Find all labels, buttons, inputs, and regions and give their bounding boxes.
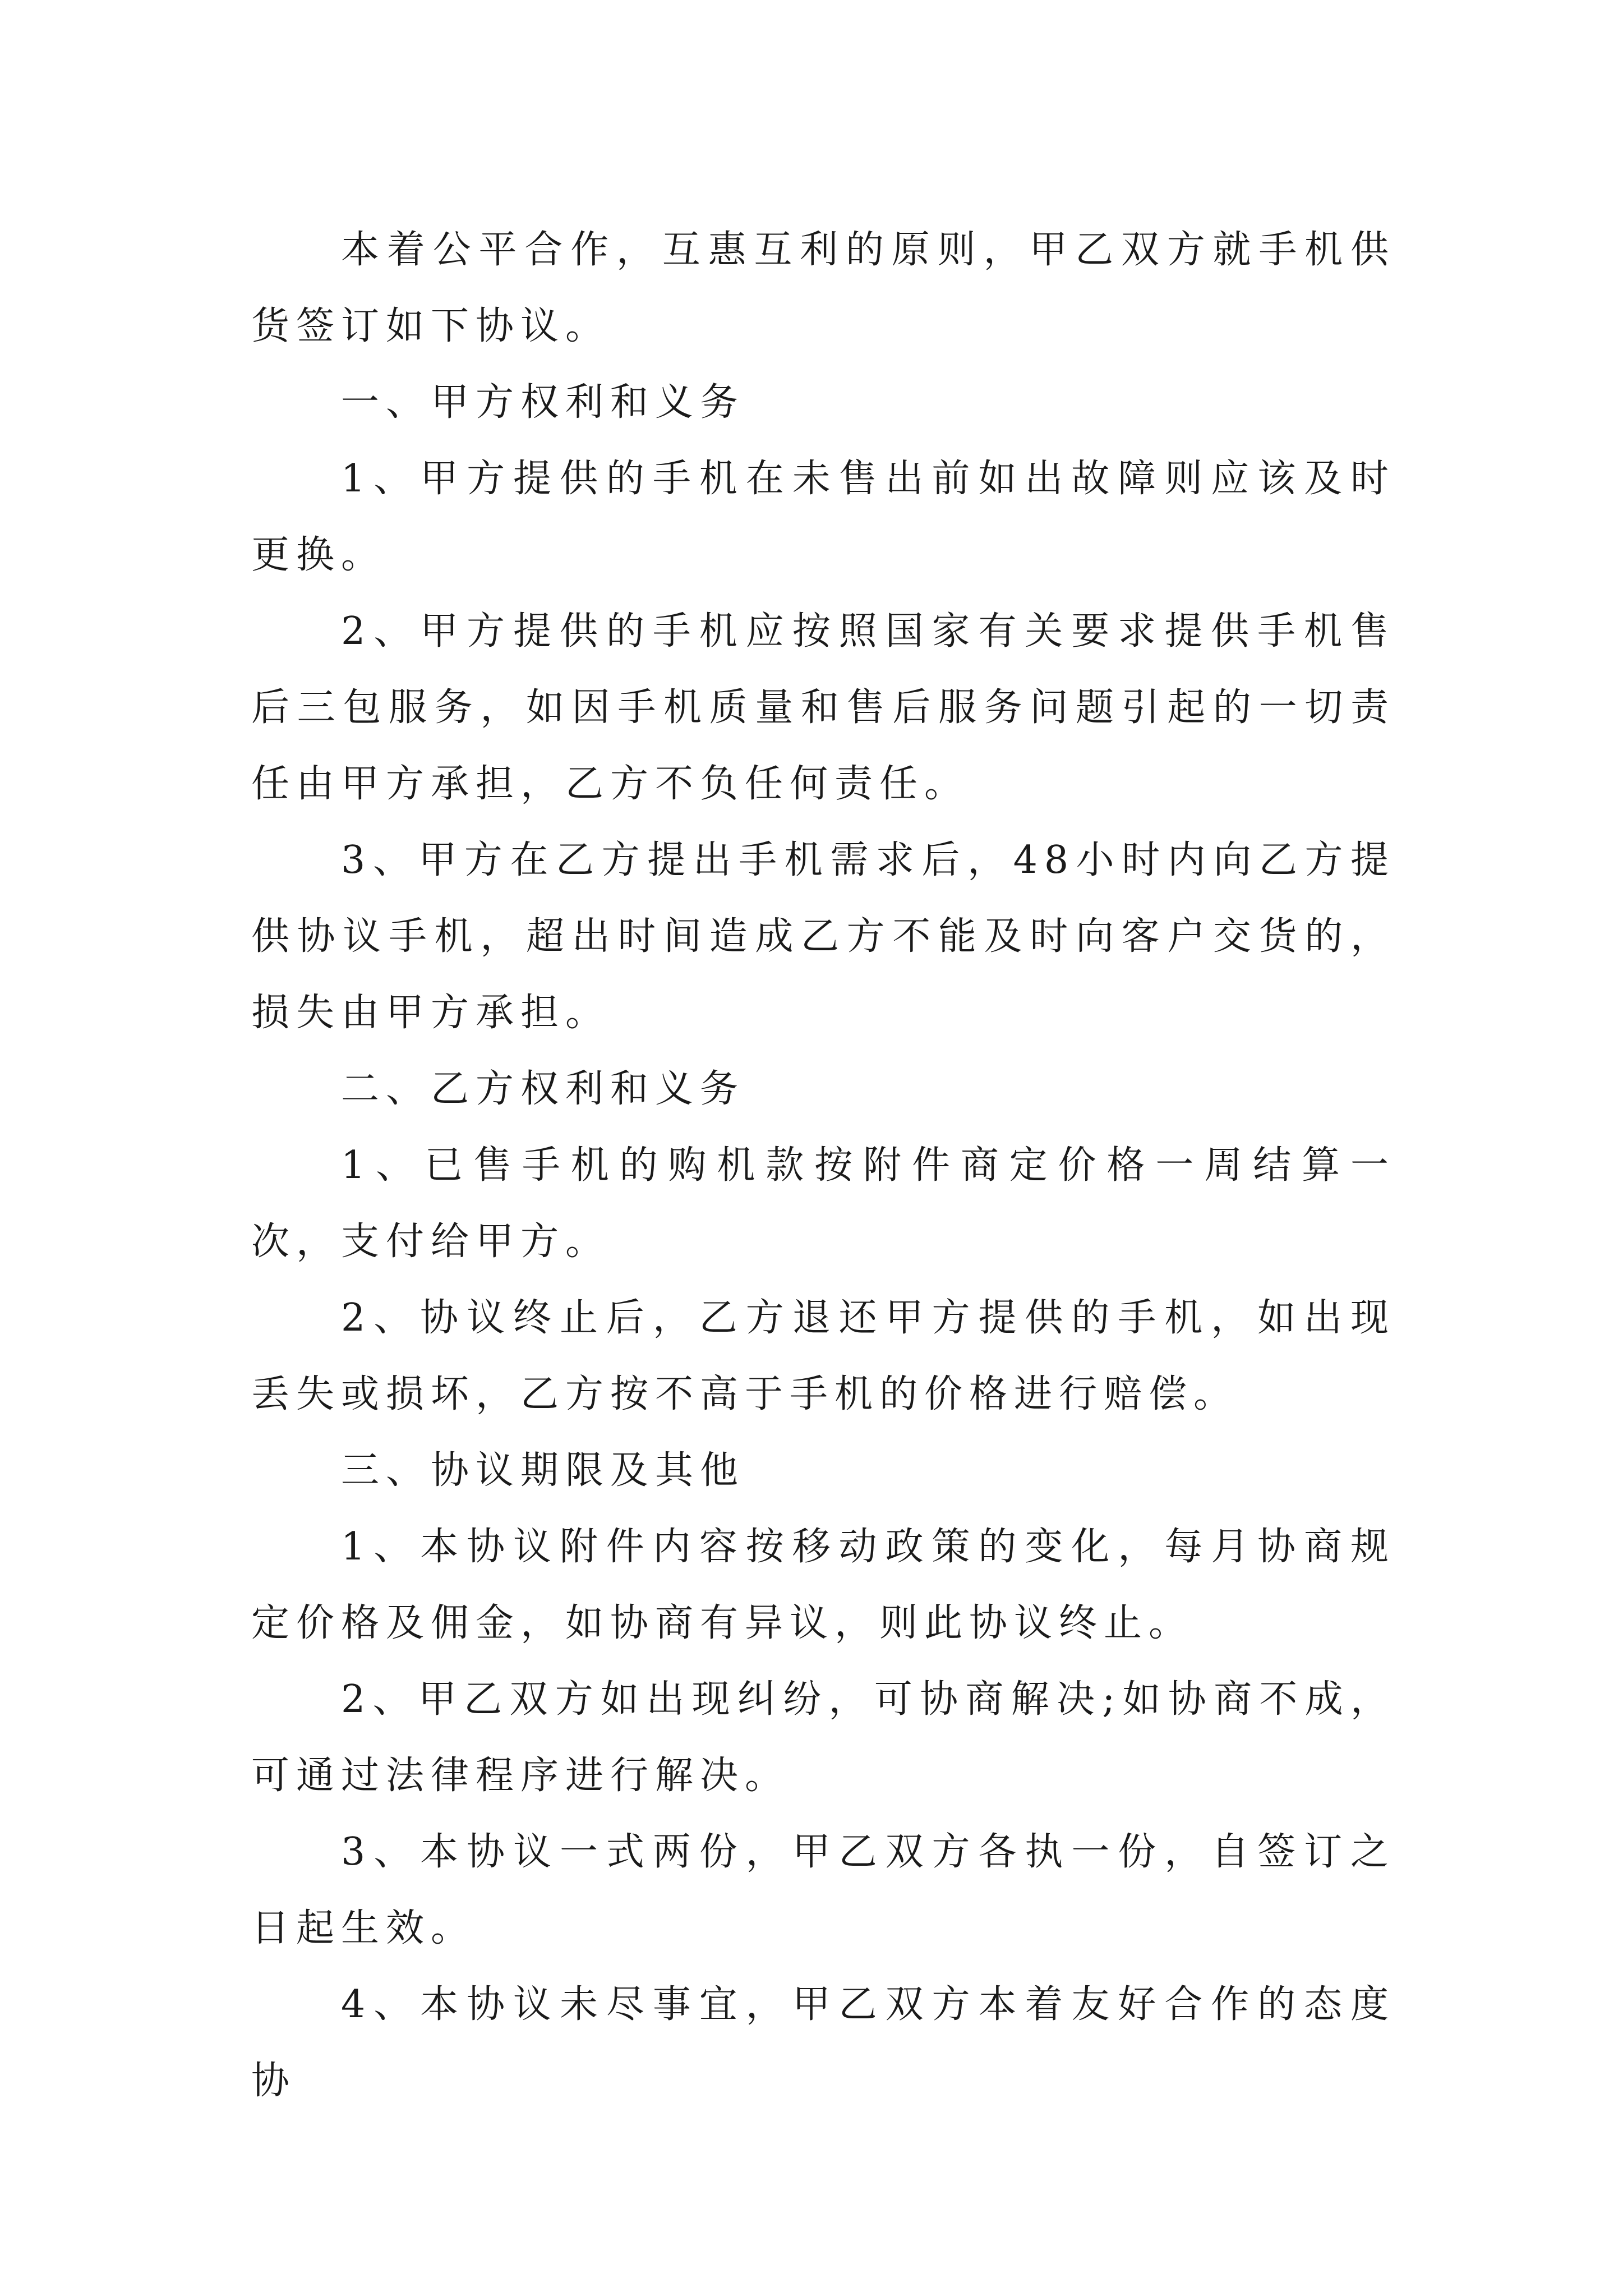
paragraph-c-2: 2、甲乙双方如出现纠纷，可协商解决;如协商不成，可通过法律程序进行解决。 bbox=[251, 1677, 1395, 1798]
paragraph-intro: 本着公平合作，互惠互利的原则，甲乙双方就手机供货签订如下协议。 bbox=[251, 228, 1395, 348]
paragraph-b-2: 2、协议终止后，乙方退还甲方提供的手机，如出现丢失或损坏，乙方按不高于手机的价格进行赔偿。 bbox=[251, 1296, 1395, 1416]
paragraph-c-1: 1、本协议附件内容按移动政策的变化，每月协商规定价格及佣金，如协商有异议，则此协议终止。 bbox=[251, 1525, 1395, 1645]
section-heading-term: 三、协议期限及其他 bbox=[341, 1448, 745, 1493]
paragraph-a-2: 2、甲方提供的手机应按照国家有关要求提供手机售后三包服务，如因手机质量和售后服务问题引起的一切责任由甲方承担，乙方不负任何责任。 bbox=[251, 609, 1395, 806]
paragraph-a-3: 3、甲方在乙方提出手机需求后，48小时内向乙方提供协议手机，超出时间造成乙方不能及时向客户交货的，损失由甲方承担。 bbox=[251, 838, 1395, 1035]
paragraph-c-4: 4、本协议未尽事宜，甲乙双方本着友好合作的态度协 bbox=[251, 1982, 1395, 2103]
section-heading-party-a: 一、甲方权利和义务 bbox=[341, 380, 745, 425]
document-body bbox=[251, 212, 1395, 2119]
paragraph-c-3: 3、本协议一式两份，甲乙双方各执一份，自签订之日起生效。 bbox=[251, 1830, 1395, 1950]
paragraph-a-1: 1、甲方提供的手机在未售出前如出故障则应该及时更换。 bbox=[251, 457, 1395, 577]
section-heading-party-b: 二、乙方权利和义务 bbox=[341, 1067, 745, 1111]
paragraph-b-1: 1、已售手机的购机款按附件商定价格一周结算一次，支付给甲方。 bbox=[251, 1143, 1395, 1264]
